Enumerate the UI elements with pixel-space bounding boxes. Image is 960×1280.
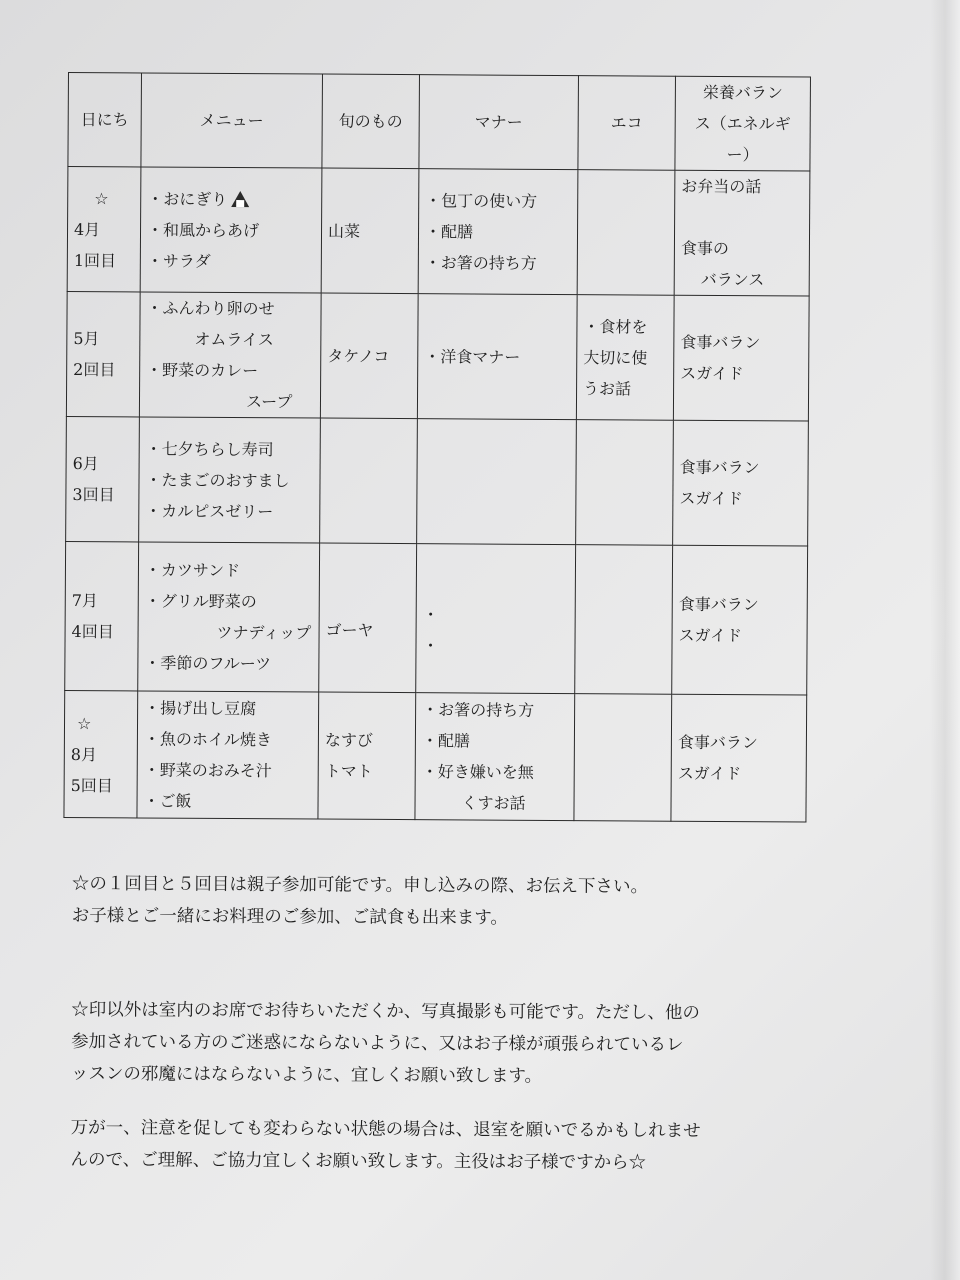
table-row [65, 541, 808, 695]
nutrition-line: スガイド [679, 488, 743, 509]
cell-nutrition [673, 420, 809, 546]
cell-date [65, 541, 139, 690]
cell-eco [577, 170, 675, 296]
nutrition-line: バランス [700, 269, 765, 290]
eco-line: 大切に使 [583, 347, 648, 368]
menu-item: ・野菜のおみそ汁 [143, 760, 272, 781]
manner-item: ・包丁の使い方 [425, 190, 538, 211]
manner-item: ・ [422, 605, 439, 625]
session: 2回目 [73, 360, 116, 380]
menu-item: ・たまごのおすまし [145, 469, 290, 490]
nutrition-line: お弁当の話 [681, 176, 762, 197]
table-row [66, 416, 809, 546]
cell-season [318, 692, 416, 820]
nutrition-line: 食事バラン [678, 594, 759, 615]
session: 5回目 [70, 775, 113, 795]
cell-season [320, 418, 418, 544]
cell-date [66, 416, 140, 541]
cell-menu [140, 167, 322, 293]
menu-schedule-table [63, 72, 811, 823]
month: 4月 [73, 219, 101, 239]
cell-eco [574, 694, 672, 822]
session: 3回目 [72, 485, 115, 505]
table-row [64, 690, 807, 822]
cell-season: タケノコ [320, 293, 418, 419]
header-nutrition-line: ス（エネルギ [694, 113, 791, 134]
note-line: ☆印以外は室内のお席でお待ちいただくか、写真撮影も可能です。ただし、他の [71, 999, 700, 1024]
menu-item: ・カツサンド [144, 560, 241, 581]
star-mark: ☆ [94, 188, 109, 208]
header-nutrition [675, 76, 811, 171]
session: 1回目 [73, 250, 117, 270]
table-header-row [68, 73, 811, 172]
star-mark: ☆ [76, 713, 92, 733]
cell-season: ゴーヤ [319, 543, 417, 693]
note-spacer [71, 932, 851, 998]
header-nutrition-line: 栄養バラン [702, 82, 783, 103]
nutrition-line: スガイド [680, 363, 744, 384]
header-menu: メニュー [141, 73, 323, 168]
cell-nutrition [673, 295, 809, 421]
cell-menu [139, 292, 321, 418]
menu-item: スープ [245, 392, 293, 412]
onigiri-icon [231, 190, 249, 206]
cell-eco [575, 545, 673, 695]
note-line: 万が一、注意を促しても変わらない状態の場合は、退室を願いでるかもしれませ [70, 1117, 701, 1142]
cell-manner [415, 693, 575, 821]
manner-item: ・好き嫌いを無 [421, 762, 534, 782]
cell-menu [138, 542, 320, 692]
cell-date [66, 291, 140, 416]
month: 7月 [71, 591, 99, 611]
cell-date [67, 167, 141, 292]
note-line: 参加されている方のご迷惑にならないように、又はお子様が頑張られているレ [71, 1031, 684, 1056]
paper-fold-shadow [930, 0, 960, 1280]
eco-line: うお話 [583, 378, 632, 398]
nutrition-spacer [681, 202, 803, 234]
menu-item: ツナディップ [216, 622, 312, 643]
notes-section [70, 868, 852, 1180]
menu-item: ・サラダ [146, 250, 211, 271]
month: 8月 [70, 744, 98, 764]
eco-line: ・食材を [583, 316, 648, 337]
header-date: 日にち [68, 73, 142, 167]
manner-item: くすお話 [461, 793, 526, 813]
cell-nutrition [674, 170, 810, 296]
menu-item [147, 183, 315, 215]
menu-item: ・季節のフルーツ [144, 653, 272, 674]
cell-date [64, 690, 138, 817]
month: 5月 [73, 329, 100, 349]
menu-item: ・カルピスゼリー [145, 500, 274, 521]
manner-item: ・お箸の持ち方 [422, 700, 535, 720]
manner-item: ・洋食マナー [424, 346, 521, 367]
nutrition-line: スガイド [678, 625, 743, 646]
menu-item: ・魚のホイル焼き [143, 729, 272, 750]
header-season: 旬のもの [322, 74, 420, 169]
header-manner: マナー [419, 75, 579, 170]
table-row [67, 167, 810, 297]
manner-item: ・お箸の持ち方 [424, 252, 537, 273]
menu-item: ・グリル野菜の [144, 591, 257, 612]
cell-nutrition [671, 694, 807, 822]
note-line: んので、ご理解、ご協力宜しくお願い致します。主役はお子様ですから☆ [70, 1149, 647, 1174]
cell-eco [576, 295, 674, 421]
menu-item: オムライス [194, 329, 274, 350]
season-line: なすび [324, 730, 373, 750]
nutrition-line: 食事の [680, 238, 730, 259]
note-line: ☆の１回目と５回目は親子参加可能です。申し込みの際、お伝え下さい。 [71, 873, 649, 898]
menu-item: ・野菜のカレー [146, 360, 259, 381]
note-line: お子様とご一緒にお料理のご参加、ご試食も出来ます。 [71, 905, 508, 929]
table-row [66, 291, 809, 421]
cell-eco [576, 420, 674, 546]
cell-manner [418, 169, 578, 295]
cell-manner [417, 294, 577, 420]
cell-season: 山菜 [321, 168, 419, 294]
nutrition-line: 食事バラン [677, 732, 758, 753]
menu-item: ・揚げ出し豆腐 [144, 698, 257, 719]
nutrition-line: 食事バラン [679, 457, 760, 478]
nutrition-line: 食事バラン [680, 332, 761, 353]
header-nutrition-line: ー） [726, 145, 759, 165]
note-line: ッスンの邪魔にはならないように、宜しくお願い致します。 [70, 1063, 543, 1087]
menu-item: ・七夕ちらし寿司 [145, 438, 274, 459]
cell-manner [416, 544, 576, 694]
session: 4回目 [71, 622, 114, 642]
manner-item: ・ [422, 636, 439, 656]
manner-item: ・配膳 [421, 731, 470, 751]
cell-manner [417, 419, 577, 545]
month: 6月 [72, 454, 99, 474]
header-eco: エコ [578, 76, 676, 171]
cell-menu [139, 417, 321, 543]
manner-item: ・配膳 [424, 221, 474, 241]
cell-menu [137, 691, 319, 819]
nutrition-line: スガイド [677, 763, 742, 784]
menu-item: ・和風からあげ [146, 219, 260, 240]
season-line: トマト [324, 761, 373, 781]
menu-item-text: ・おにぎり [147, 188, 228, 209]
menu-item: ・ふんわり卵のせ [146, 298, 275, 319]
menu-item: ・ご飯 [143, 791, 192, 811]
cell-nutrition [672, 545, 808, 695]
